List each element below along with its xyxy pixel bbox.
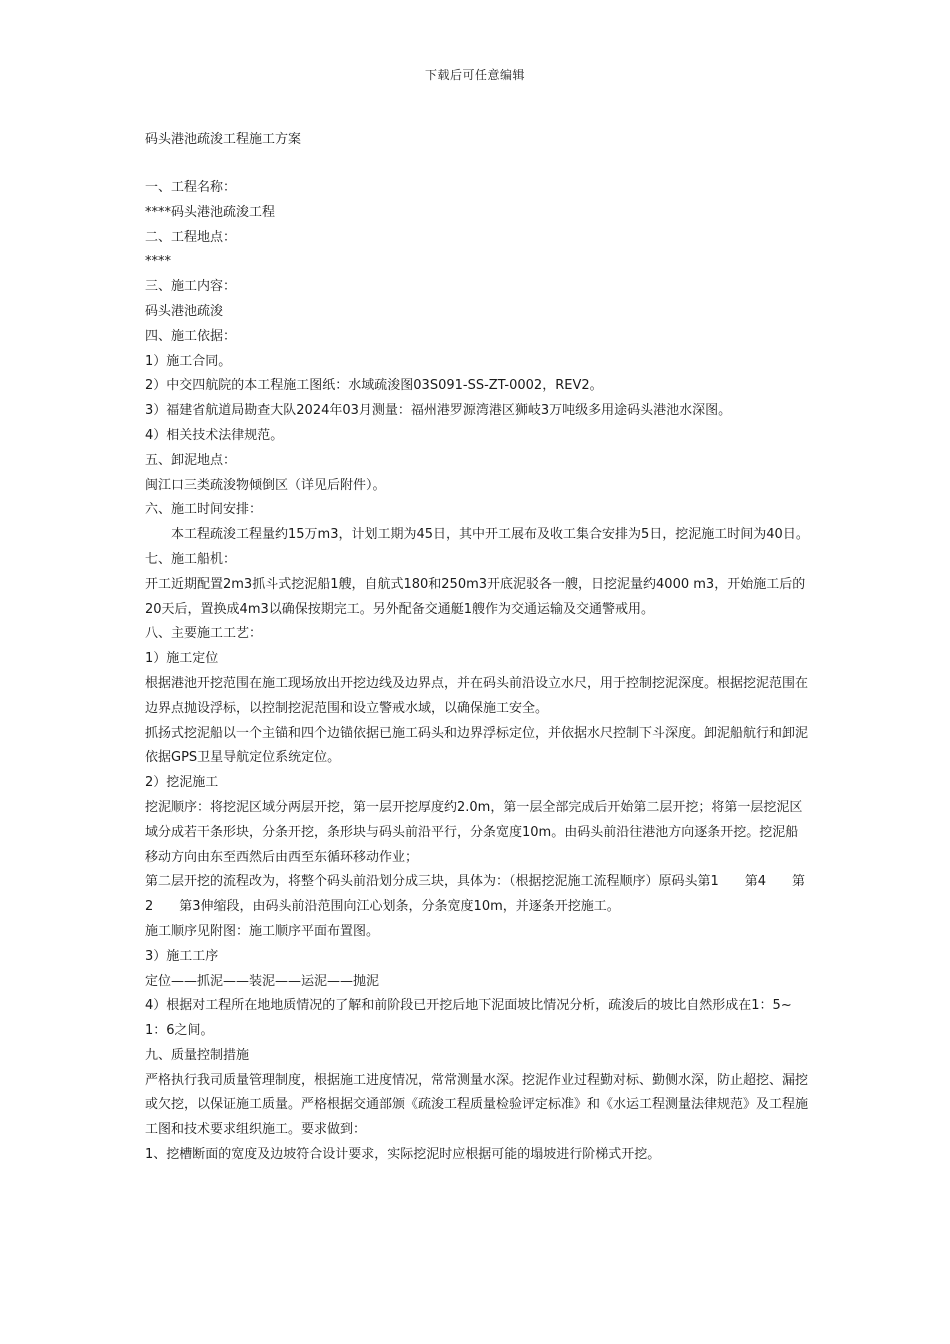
section-heading: 四、施工依据： — [145, 328, 237, 344]
body-paragraph: 码头港池疏浚 — [145, 303, 224, 319]
section-heading: 一、工程名称： — [145, 180, 237, 195]
section-heading: 八、主要施工工艺： — [145, 626, 263, 642]
body-paragraph: ****码头港池疏浚工程 — [145, 204, 276, 220]
body-paragraph: 定位——抓泥——装泥——运泥——抛泥 — [145, 973, 380, 989]
body-paragraph: 施工顺序见附图：施工顺序平面布置图。 — [145, 923, 380, 939]
body-paragraph: 挖泥顺序：将挖泥区域分两层开挖，第一层开挖厚度约2.0m，第一层全部完成后开始第二层开挖；将第一层挖泥区域分成若干条形块，分条开挖，条形块与码头前沿平行，分条宽度10m。由码头前沿往港池方向逐条开挖。挖泥船移动方向由东至西然后由西至东循环移动作业； — [145, 799, 803, 865]
section-heading: 六、施工时间安排： — [145, 502, 263, 518]
section-heading: 九、质量控制措施 — [145, 1047, 250, 1063]
document-body — [145, 176, 810, 1168]
body-paragraph: 根据港池开挖范围在施工现场放出开挖边线及边界点，并在码头前沿设立水尺，用于控制挖泥深度。根据挖泥范围在边界点抛设浮标，以控制挖泥范围和设立警戒水域，以确保施工安全。 — [145, 675, 809, 716]
section-heading: 五、卸泥地点： — [145, 452, 237, 468]
list-item: 4）相关技术法律规范。 — [145, 427, 284, 443]
document-title: 码头港池疏浚工程施工方案 — [145, 132, 302, 147]
list-item: 3）福建省航道局勘查大队2024年03月测量：福州港罗源湾港区狮岐3万吨级多用途码头港池水深图。 — [145, 403, 732, 419]
body-paragraph: 开工近期配置2m3抓斗式挖泥船1艘，自航式180和250m3开底泥驳各一艘，日挖泥量约4000 m3，开始施工后的20天后，置换成4m3以确保按期完工。另外配备交通艇1艘作为交通运输及交通警戒用。 — [145, 576, 806, 617]
body-paragraph: **** — [145, 254, 171, 270]
list-item: 2）中交四航院的本工程施工图纸：水域疏浚图03S091-SS-ZT-0002，REV2。 — [145, 378, 603, 394]
subsection-heading: 4）根据对工程所在地地质情况的了解和前阶段已开挖后地下泥面坡比情况分析，疏浚后的坡比自然形成在1：5~1：6之间。 — [145, 998, 792, 1039]
body-paragraph: 严格执行我司质量管理制度，根据施工进度情况，常常测量水深。挖泥作业过程勤对标、勤侧水深，防止超挖、漏挖或欠挖，以保证施工质量。严格根据交通部颁《疏浚工程质量检验评定标准》和《水运工程测量法律规范》及工程施工图和技术要求组织施工。要求做到： — [145, 1072, 809, 1138]
subsection-heading: 1）施工定位 — [145, 651, 219, 667]
list-item: 1、挖槽断面的宽度及边坡符合设计要求，实际挖泥时应根据可能的塌坡进行阶梯式开挖。 — [145, 1147, 661, 1163]
body-paragraph: 抓扬式挖泥船以一个主锚和四个边锚依据已施工码头和边界浮标定位，并依据水尺控制下斗深度。卸泥船航行和卸泥依据GPS卫星导航定位系统定位。 — [145, 725, 809, 766]
body-paragraph: 本工程疏浚工程量约15万m3，计划工期为45日，其中开工展布及收工集合安排为5日，挖泥施工时间为40日。 — [171, 527, 809, 543]
section-heading: 二、工程地点： — [145, 229, 237, 245]
body-paragraph: 第二层开挖的流程改为，将整个码头前沿划分成三块，具体为：（根据挖泥施工流程顺序）原码头第1 第4 第2 第3伸缩段，由码头前沿范围向江心划条，分条宽度10m，并逐条开挖施工。 — [145, 874, 806, 915]
subsection-heading: 2）挖泥施工 — [145, 775, 219, 791]
header-note: 下载后可任意编辑 — [424, 68, 525, 82]
section-heading: 三、施工内容： — [145, 279, 237, 295]
body-paragraph: 闽江口三类疏浚物倾倒区（详见后附件）。 — [145, 477, 386, 493]
section-heading: 七、施工船机： — [145, 551, 237, 567]
subsection-heading: 3）施工工序 — [145, 948, 219, 964]
list-item: 1）施工合同。 — [145, 353, 232, 369]
